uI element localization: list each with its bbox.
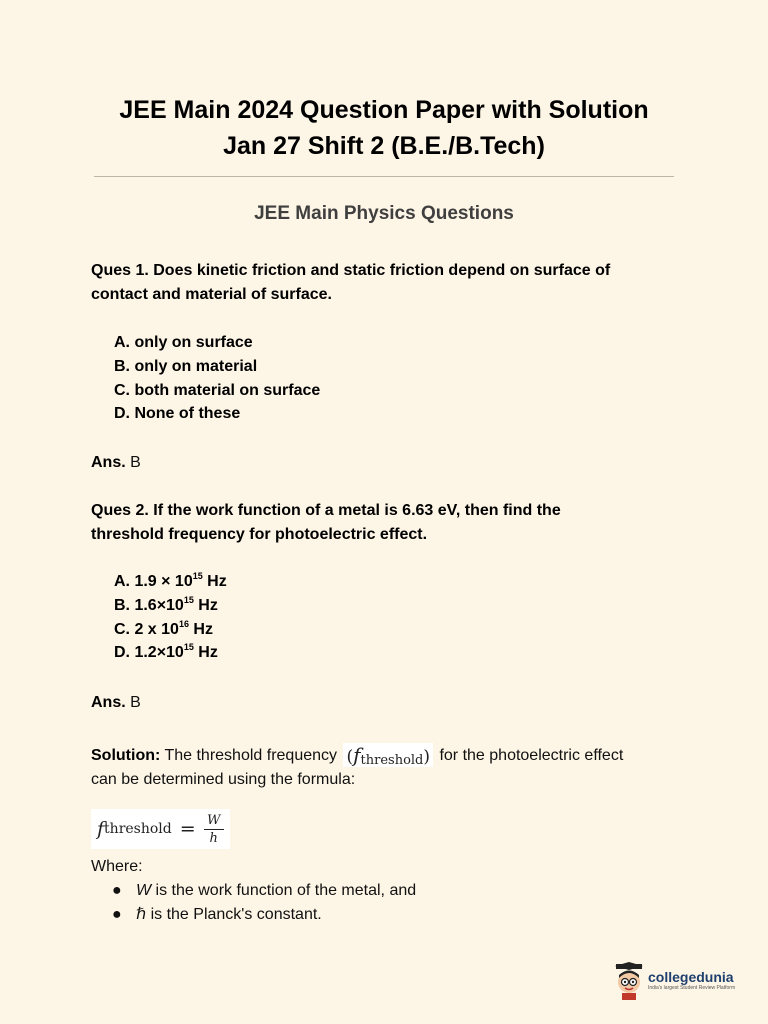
brand-name: collegedunia (648, 969, 734, 985)
where-label: Where: (91, 858, 143, 875)
question-2-answer (91, 691, 141, 715)
solution-line-1: Solution: The threshold frequency (fthreshold) for the photoelectric effect (91, 743, 624, 768)
question-2-options (114, 570, 227, 665)
question-2-line-1: Ques 2. If the work function of a metal is 6.63 eV, then find the (91, 502, 561, 519)
q2-option-c: C. 2 x $10^{16}$ Hz (114, 618, 213, 638)
q1-option-d: D. None of these (114, 405, 241, 423)
document-title (0, 92, 768, 164)
question-2-line-2: threshold frequency for photoelectric effect. (91, 526, 428, 543)
answer-value: B (130, 694, 141, 711)
threshold-frequency-formula: f threshold = $\frac{W}{h}$ (91, 809, 230, 849)
section-title: JEE Main Physics Questions (254, 203, 514, 224)
q2-option-d: D. $1.2\times 10^{15}$ Hz (114, 642, 218, 662)
q2-option-a: A. $1.9 \times 10^{15}$ Hz (114, 571, 227, 590)
mascot-icon (614, 962, 644, 1000)
q1-option-a: A. only on surface (114, 334, 253, 351)
title-divider (94, 176, 674, 177)
brand-tagline: India's largest Student Review Platform (648, 985, 736, 991)
q2-option-b: B. $1.6\times 10^{15}$ Hz (114, 594, 218, 614)
collegedunia-logo (614, 962, 735, 1000)
title-line-1: JEE Main 2024 Question Paper with Solution (119, 96, 649, 124)
title-line-2: Jan 27 Shift 2 (B.E./B.Tech) (223, 132, 545, 160)
fraction: $\frac{W}{h}$ (204, 813, 224, 846)
question-1-answer (91, 451, 141, 475)
question-2 (91, 499, 681, 547)
inline-threshold-formula: (fthreshold) (343, 743, 433, 767)
answer-value: B (130, 454, 141, 471)
solution-line-2: can be determined using the formula: (91, 771, 356, 788)
question-1 (91, 259, 681, 307)
solution-label: Solution: (91, 747, 161, 764)
question-1-line-1: Ques 1. Does kinetic friction and static friction depend on surface of (91, 262, 611, 279)
answer-label: Ans. (91, 694, 126, 711)
answer-label: Ans. (91, 454, 126, 471)
q1-option-c: C. both material on surface (114, 381, 321, 399)
question-1-options (114, 331, 320, 426)
definitions-list (112, 879, 416, 927)
list-item: ● ℏ is the Planck's constant. (112, 906, 322, 923)
solution (91, 743, 691, 792)
list-item: ● W is the work function of the metal, and (112, 882, 417, 899)
q1-option-b: B. only on material (114, 357, 258, 375)
question-1-line-2: contact and material of surface. (91, 286, 332, 303)
